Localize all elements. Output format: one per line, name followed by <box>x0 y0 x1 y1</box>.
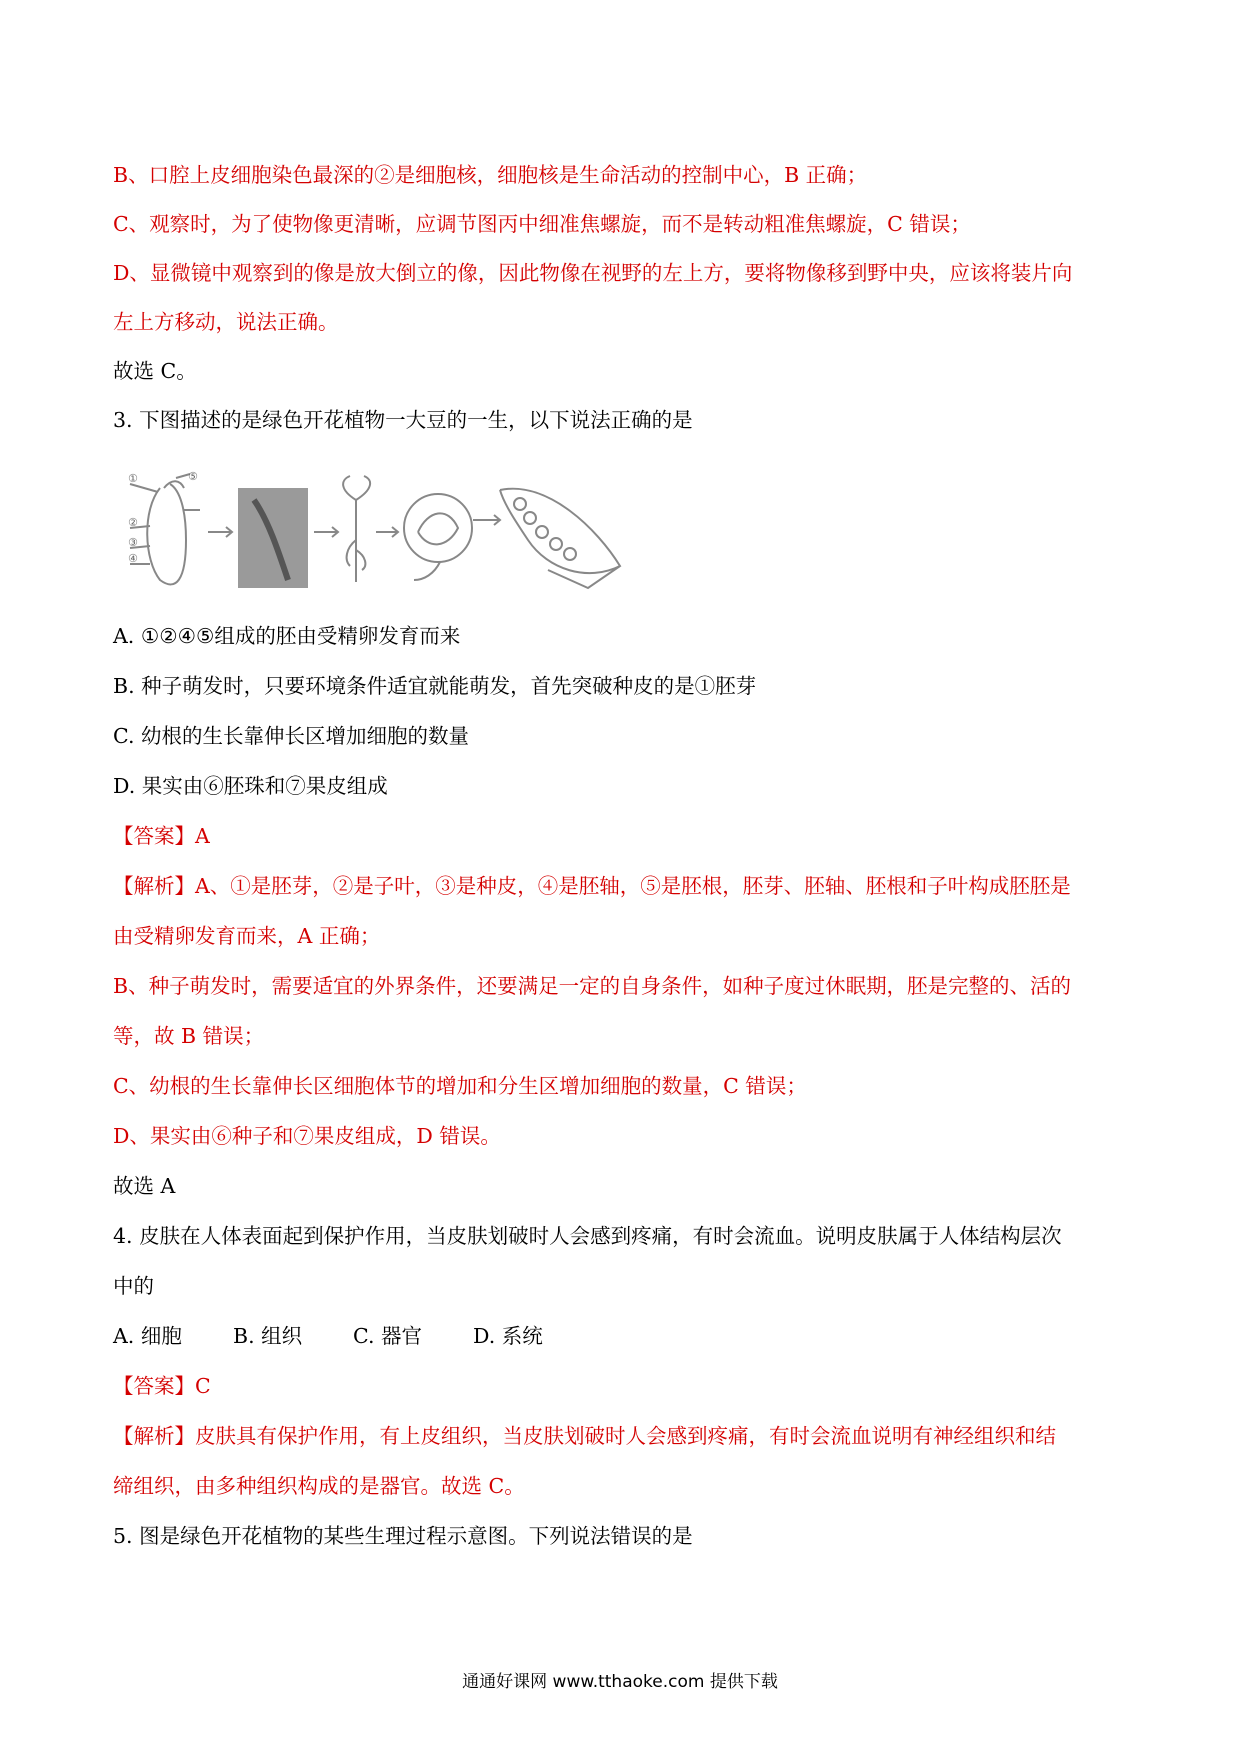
explanation-line: 由受精卵发育而来，A 正确； <box>113 924 381 948</box>
option-b: B. 组织 <box>233 1324 303 1348</box>
conclusion: 故选 C。 <box>113 359 197 383</box>
option-c: C. 器官 <box>353 1324 422 1348</box>
explanation-line: D、果实由⑥种子和⑦果皮组成，D 错误。 <box>113 1124 501 1148</box>
option-c: C. 幼根的生长靠伸长区增加细胞的数量 <box>113 724 469 748</box>
question-stem: 5. 图是绿色开花植物的某些生理过程示意图。下列说法错误的是 <box>113 1524 693 1548</box>
option-d: D. 系统 <box>473 1324 543 1348</box>
question-stem: 中的 <box>113 1274 154 1298</box>
option-a: A. 细胞 <box>113 1324 182 1348</box>
explanation-line: 左上方移动，说法正确。 <box>113 310 339 334</box>
option-a: A. ①②④⑤组成的胚由受精卵发育而来 <box>113 624 461 648</box>
soybean-life-cycle-figure <box>128 470 664 592</box>
figure-label: ④ <box>128 552 138 565</box>
figure-label: ① <box>128 472 138 485</box>
figure-label: ② <box>128 516 138 529</box>
figure-label: ⑤ <box>188 470 198 483</box>
question-stem: 4. 皮肤在人体表面起到保护作用，当皮肤划破时人会感到疼痛，有时会流血。说明皮肤属于人体结构层次 <box>113 1224 1062 1248</box>
explanation-line: 【解析】皮肤具有保护作用，有上皮组织，当皮肤划破时人会感到疼痛，有时会流血说明有神经组织和结 <box>113 1424 1056 1448</box>
question-stem: 3. 下图描述的是绿色开花植物一大豆的一生，以下说法正确的是 <box>113 408 693 432</box>
explanation-line: B、口腔上皮细胞染色最深的②是细胞核，细胞核是生命活动的控制中心，B 正确； <box>113 163 868 187</box>
explanation-line: 等，故 B 错误； <box>113 1024 265 1048</box>
figure-label: ③ <box>128 536 138 549</box>
conclusion: 故选 A <box>113 1174 176 1198</box>
option-d: D. 果实由⑥胚珠和⑦果皮组成 <box>113 774 388 798</box>
option-b: B. 种子萌发时，只要环境条件适宜就能萌发，首先突破种皮的是①胚芽 <box>113 674 757 698</box>
explanation-line: C、幼根的生长靠伸长区细胞体节的增加和分生区增加细胞的数量，C 错误； <box>113 1074 807 1098</box>
answer: 【答案】C <box>113 1374 211 1398</box>
explanation-line: D、显微镜中观察到的像是放大倒立的像，因此物像在视野的左上方，要将物像移到野中央，应该将装片向 <box>113 261 1073 285</box>
page-footer: 通通好课网 www.tthaoke.com 提供下载 <box>462 1672 778 1692</box>
explanation-line: B、种子萌发时，需要适宜的外界条件，还要满足一定的自身条件，如种子度过休眠期，胚是完整的、活的 <box>113 974 1072 998</box>
explanation-line: 【解析】A、①是胚芽，②是子叶，③是种皮，④是胚轴，⑤是胚根，胚芽、胚轴、胚根和子叶构成胚胚是 <box>113 874 1071 898</box>
explanation-line: 缔组织，由多种组织构成的是器官。故选 C。 <box>113 1474 525 1498</box>
explanation-line: C、观察时，为了使物像更清晰，应调节图丙中细准焦螺旋，而不是转动粗准焦螺旋，C 错误； <box>113 212 971 236</box>
answer: 【答案】A <box>113 824 210 848</box>
options-row <box>113 1323 543 1349</box>
